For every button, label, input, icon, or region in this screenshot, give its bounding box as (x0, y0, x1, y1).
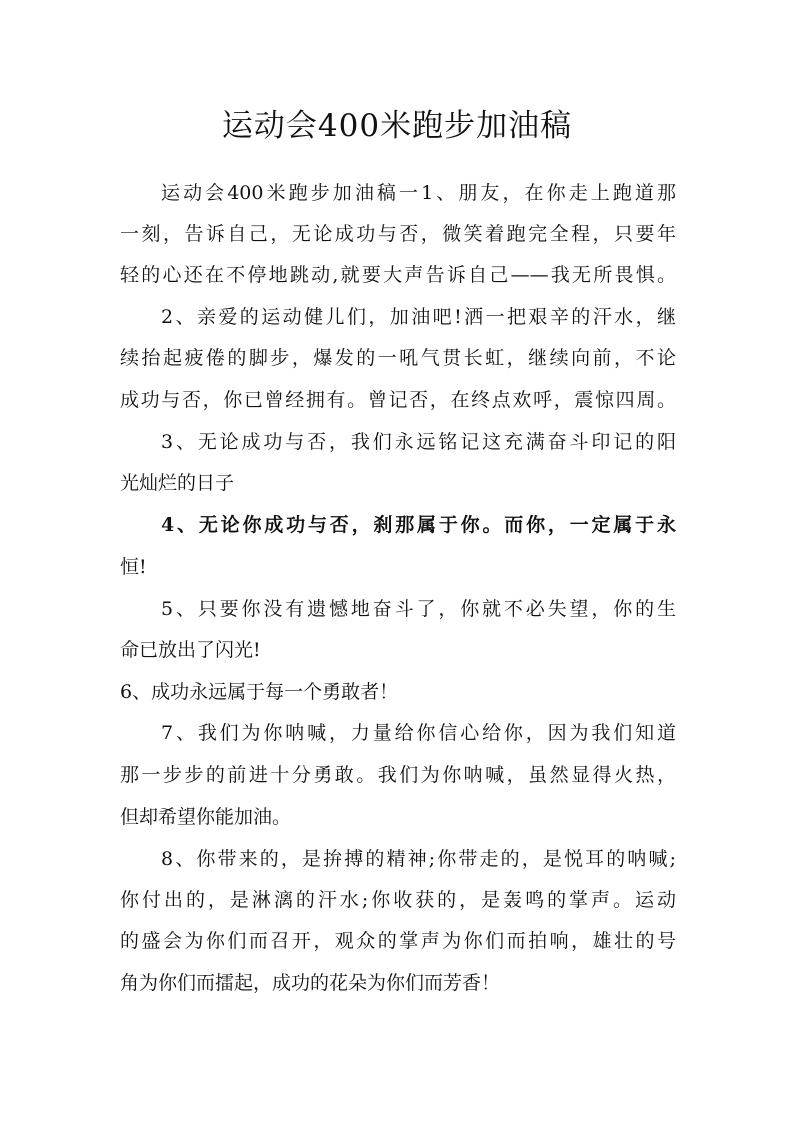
paragraph-line: 你付出的，是淋漓的汗水;你收获的，是轰鸣的掌声。运动 (120, 889, 676, 911)
paragraph-line: 5、只要你没有遗憾地奋斗了，你就不必失望，你的生 (161, 598, 676, 620)
paragraph-line: 的盛会为你们而召开，观众的掌声为你们而拍响，雄壮的号 (120, 930, 676, 952)
document-title: 运动会400米跑步加油稿 (221, 108, 573, 144)
paragraph-line: 但却希望你能加油。 (120, 806, 292, 828)
paragraph-line: 一刻，告诉自己，无论成功与否，微笑着跑完全程，只要年 (120, 223, 676, 245)
paragraph-line: 3、无论成功与否，我们永远铭记这充满奋斗印记的阳 (161, 431, 676, 453)
paragraph-line: 8、你带来的，是拚搏的精神;你带走的，是悦耳的呐喊; (161, 848, 676, 870)
paragraph-line: 那一步步的前进十分勇敢。我们为你呐喊，虽然显得火热， (120, 764, 676, 786)
paragraph-line: 角为你们而擂起，成功的花朵为你们而芳香！ (120, 972, 501, 994)
paragraph-line: 恒! (120, 556, 147, 578)
paragraph-line: 轻的心还在不停地跳动,就要大声告诉自己——我无所畏惧。 (120, 264, 676, 286)
paragraph-line: 运动会400米跑步加油稿一1、朋友，在你走上跑道那 (161, 182, 676, 204)
paragraph-line: 命已放出了闪光! (120, 639, 261, 661)
paragraph-line: 4、无论你成功与否，刹那属于你。而你，一定属于永 (161, 514, 676, 536)
paragraph-line: 光灿烂的日子 (120, 472, 235, 494)
paragraph-line: 成功与否，你已曾经拥有。曾记否，在终点欢呼，震惊四周。 (120, 389, 676, 411)
paragraph-line: 7、我们为你呐喊，力量给你信心给你，因为我们知道 (161, 722, 676, 744)
paragraph-line: 2、亲爱的运动健儿们，加油吧!洒一把艰辛的汗水，继 (161, 306, 676, 328)
paragraph-line: 续抬起疲倦的脚步，爆发的一吼气贯长虹，继续向前，不论 (120, 347, 676, 369)
paragraph-line: 6、成功永远属于每一个勇敢者！ (120, 681, 399, 703)
